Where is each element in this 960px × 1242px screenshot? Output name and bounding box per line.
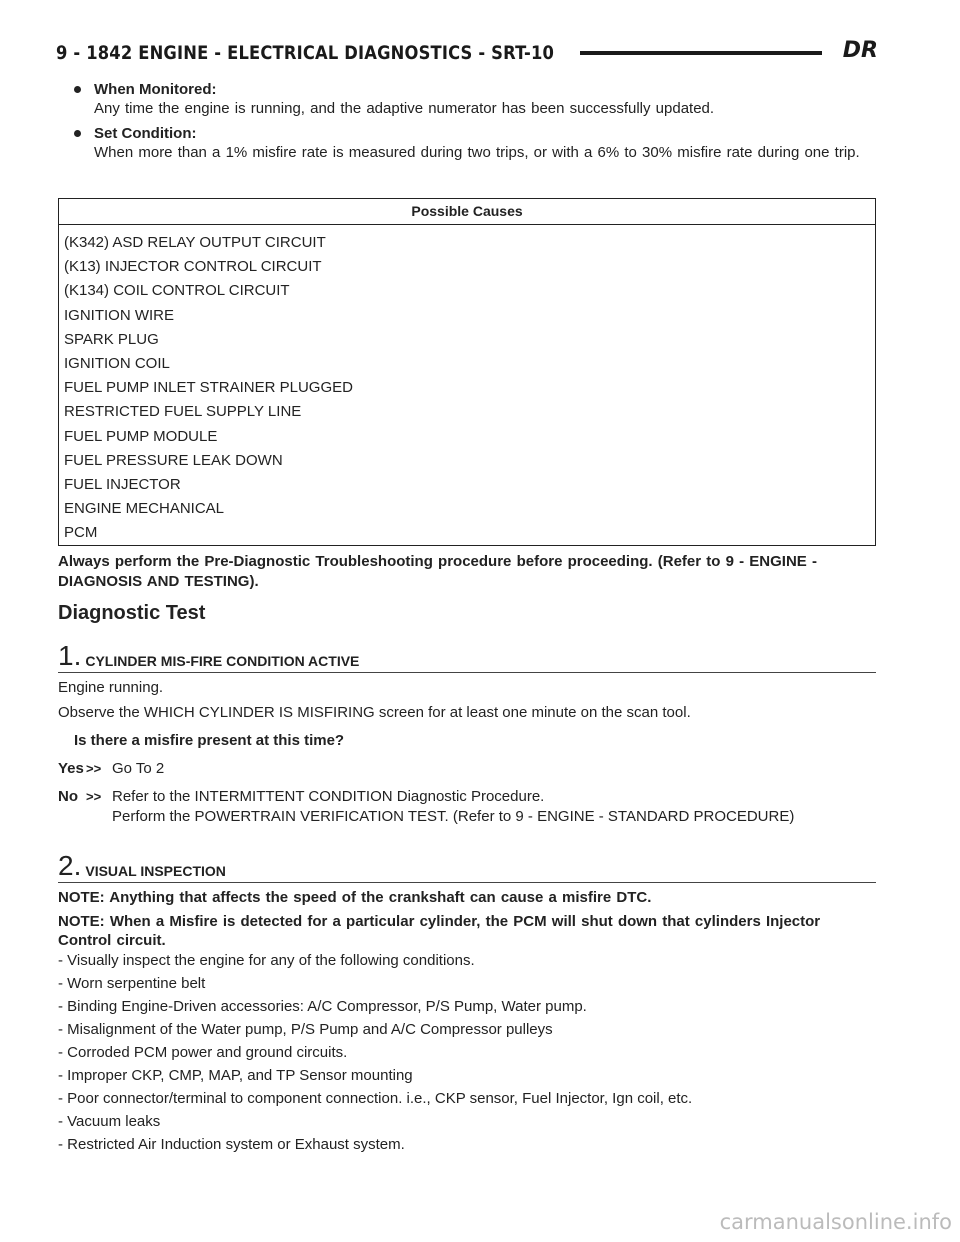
note-text: NOTE: When a Misfire is detected for a particular cylinder, the PCM will shut down that cylinders Injector Control circuit. [58,913,821,949]
bullet-icon [74,130,81,137]
cause-item: FUEL PUMP MODULE [64,427,218,445]
bullet-label: Set Condition: [94,125,197,142]
cause-item: (K342) ASD RELAY OUTPUT CIRCUIT [64,234,326,251]
header-title: 9 - 1842 ENGINE - ELECTRICAL DIAGNOSTICS - SRT-10 [56,42,555,64]
cause-item: SPARK PLUG [64,330,159,348]
cause-item: FUEL PUMP INLET STRAINER PLUGGED [64,379,353,397]
bullet-text: When more than a 1% misfire rate is measured during two trips, or with a 6% to 30% misfire rate during one trip. [94,144,860,161]
cause-item: IGNITION WIRE [64,306,174,324]
inspect-item: - Worn serpentine belt [58,975,206,992]
step-question: Is there a misfire present at this time? [74,732,345,749]
header-rule [580,51,822,55]
cause-item: FUEL PRESSURE LEAK DOWN [64,451,283,469]
step-1-heading [58,642,876,673]
step-text: Engine running. [58,679,164,696]
inspect-item: - Poor connector/terminal to component connection. i.e., CKP sensor, Fuel Injector, Ign coil, etc. [58,1090,693,1107]
cause-item: IGNITION COIL [64,355,170,373]
possible-causes-heading: Possible Causes [59,199,875,225]
step-1 [58,642,876,827]
answer-line: Perform the POWERTRAIN VERIFICATION TEST. (Refer to 9 - ENGINE - STANDARD PROCEDURE) [112,808,795,825]
cause-item: RESTRICTED FUEL SUPPLY LINE [64,403,302,421]
bullet-when-monitored [74,80,878,118]
section-title: Diagnostic Test [58,602,206,624]
inspect-item: - Misalignment of the Water pump, P/S Pump and A/C Compressor pulleys [58,1021,553,1038]
cause-item: ENGINE MECHANICAL [64,500,225,518]
pre-diagnostic-note: Always perform the Pre-Diagnostic Troubleshooting procedure before proceeding. (Refer to 9 - ENGINE - DIAGNOSIS AND TESTING). [58,553,817,590]
step-number: 2. [58,850,82,881]
bullet-text: Any time the engine is running, and the adaptive numerator has been successfully updated. [94,100,715,117]
cause-item: PCM [64,524,98,542]
bullet-set-condition [74,124,878,162]
header-model: DR [842,38,878,63]
inspect-item: - Visually inspect the engine for any of the following conditions. [58,952,475,969]
note-text: NOTE: Anything that affects the speed of the crankshaft can cause a misfire DTC. [58,889,652,906]
answer-no [58,787,876,827]
bullet-label: When Monitored: [94,81,217,98]
answer-label: No [58,788,78,805]
bullet-icon [74,86,81,93]
step-2 [58,852,876,1155]
arrow-icon: >> [86,761,102,776]
answer-text [112,759,876,779]
arrow-icon: >> [86,789,102,804]
inspect-item: - Binding Engine-Driven accessories: A/C Compressor, P/S Pump, Water pump. [58,998,587,1015]
step-text: Observe the WHICH CYLINDER IS MISFIRING screen for at least one minute on the scan tool. [58,704,691,721]
answer-yes [58,759,876,779]
cause-item: FUEL INJECTOR [64,476,181,494]
cause-item: (K134) COIL CONTROL CIRCUIT [64,282,290,300]
step-title: VISUAL INSPECTION [85,863,226,879]
possible-causes-table [58,198,876,546]
inspect-item: - Improper CKP, CMP, MAP, and TP Sensor mounting [58,1067,413,1084]
cause-item: (K13) INJECTOR CONTROL CIRCUIT [64,258,322,276]
answer-label: Yes [58,760,84,777]
possible-causes-list [59,225,875,546]
answer-text [112,787,876,827]
answer-line: Refer to the INTERMITTENT CONDITION Diagnostic Procedure. [112,788,545,805]
goto-link[interactable]: Go To 2 [112,760,165,777]
step-2-heading [58,852,876,883]
watermark: carmanualsonline.info [719,1210,952,1234]
step-number: 1. [58,640,82,671]
inspect-item: - Restricted Air Induction system or Exhaust system. [58,1136,405,1153]
step-title: CYLINDER MIS-FIRE CONDITION ACTIVE [85,653,360,669]
inspect-item: - Corroded PCM power and ground circuits. [58,1044,348,1061]
inspect-item: - Vacuum leaks [58,1113,161,1130]
page-header [56,36,878,70]
monitor-bullets [74,80,878,168]
